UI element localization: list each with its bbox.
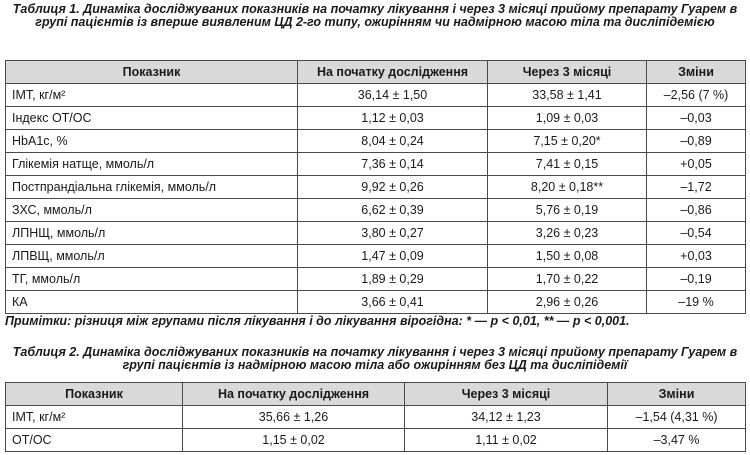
table2-header-baseline: На початку дослідження <box>183 383 405 406</box>
table-cell: 35,66 ± 1,26 <box>183 406 405 429</box>
table2-header-change: Зміни <box>608 383 746 406</box>
table-cell: –1,72 <box>647 176 746 199</box>
table-row <box>6 199 746 222</box>
table-cell: 36,14 ± 1,50 <box>298 84 488 107</box>
table-cell: ЛПНЩ, ммоль/л <box>6 222 298 245</box>
table-cell: 8,20 ± 0,18** <box>488 176 647 199</box>
table-cell: –19 % <box>647 291 746 314</box>
table-row <box>6 130 746 153</box>
table-row <box>6 245 746 268</box>
table-cell: 1,15 ± 0,02 <box>183 429 405 452</box>
table-cell: 1,89 ± 0,29 <box>298 268 488 291</box>
table-cell: 33,58 ± 1,41 <box>488 84 647 107</box>
table2-header-row <box>6 383 746 406</box>
table-row <box>6 222 746 245</box>
table-row <box>6 153 746 176</box>
table-row <box>6 406 746 429</box>
table-cell: –3,47 % <box>608 429 746 452</box>
table-cell: 7,36 ± 0,14 <box>298 153 488 176</box>
footnote-text: різниця між групами після лікування і до лікування вірогідна: * — p < 0,01, ** — p < 0,001. <box>74 314 630 328</box>
table2-caption: Таблиця 2. Динаміка досліджуваних показників на початку лікування і через 3 місяці прийому препарату Гуарем в групі пацієнтів із надмірною масою тіла або ожирінням без ЦД та дисліпідемії <box>12 345 738 372</box>
table-cell: –0,03 <box>647 107 746 130</box>
table-cell: –0,54 <box>647 222 746 245</box>
table2-header-3months: Через 3 місяці <box>405 383 608 406</box>
table-cell: 1,11 ± 0,02 <box>405 429 608 452</box>
table2-header-indicator: Показник <box>6 383 183 406</box>
table-cell: 3,66 ± 0,41 <box>298 291 488 314</box>
table-cell: –0,19 <box>647 268 746 291</box>
table-cell: –1,54 (4,31 %) <box>608 406 746 429</box>
table-cell: КА <box>6 291 298 314</box>
table1-header-indicator: Показник <box>6 61 298 84</box>
table1-caption: Таблиця 1. Динаміка досліджуваних показників на початку лікування і через 3 місяці прийому препарату Гуарем в групі пацієнтів із вперше виявленим ЦД 2-го типу, ожирінням чи надмірною масою тіла та дисліпідемією <box>12 2 738 29</box>
table-row <box>6 84 746 107</box>
table1-header-row <box>6 61 746 84</box>
table1 <box>5 60 746 314</box>
table-cell: 3,80 ± 0,27 <box>298 222 488 245</box>
table-cell: 34,12 ± 1,23 <box>405 406 608 429</box>
table-cell: 1,09 ± 0,03 <box>488 107 647 130</box>
table-cell: +0,03 <box>647 245 746 268</box>
table-cell: ІМТ, кг/м² <box>6 84 298 107</box>
table-cell: 1,47 ± 0,09 <box>298 245 488 268</box>
table-cell: Індекс ОТ/ОС <box>6 107 298 130</box>
footnote-label: Примітки: <box>5 314 72 328</box>
table-cell: 2,96 ± 0,26 <box>488 291 647 314</box>
table-cell: +0,05 <box>647 153 746 176</box>
table-cell: –0,89 <box>647 130 746 153</box>
table-row <box>6 268 746 291</box>
table-cell: –2,56 (7 %) <box>647 84 746 107</box>
table-cell: 7,15 ± 0,20* <box>488 130 647 153</box>
table-cell: ЗХС, ммоль/л <box>6 199 298 222</box>
table1-header-baseline: На початку дослідження <box>298 61 488 84</box>
table-cell: 1,70 ± 0,22 <box>488 268 647 291</box>
table2 <box>5 382 746 452</box>
table-cell: ІМТ, кг/м² <box>6 406 183 429</box>
table-row <box>6 176 746 199</box>
table-cell: 5,76 ± 0,19 <box>488 199 647 222</box>
table1-header-3months: Через 3 місяці <box>488 61 647 84</box>
table-cell: HbA1c, % <box>6 130 298 153</box>
table-cell: 3,26 ± 0,23 <box>488 222 647 245</box>
table-cell: 9,92 ± 0,26 <box>298 176 488 199</box>
table-cell: Постпрандіальна глікемія, ммоль/л <box>6 176 298 199</box>
table-cell: 1,12 ± 0,03 <box>298 107 488 130</box>
table-cell: 1,50 ± 0,08 <box>488 245 647 268</box>
table-cell: ТГ, ммоль/л <box>6 268 298 291</box>
table-cell: 6,62 ± 0,39 <box>298 199 488 222</box>
table-row <box>6 291 746 314</box>
table-cell: 7,41 ± 0,15 <box>488 153 647 176</box>
table-cell: Глікемія натще, ммоль/л <box>6 153 298 176</box>
table1-footnote <box>5 313 745 329</box>
table-cell: –0,86 <box>647 199 746 222</box>
table-cell: 8,04 ± 0,24 <box>298 130 488 153</box>
table-row <box>6 107 746 130</box>
table1-header-change: Зміни <box>647 61 746 84</box>
table-cell: ЛПВЩ, ммоль/л <box>6 245 298 268</box>
table-row <box>6 429 746 452</box>
table-cell: ОТ/ОС <box>6 429 183 452</box>
